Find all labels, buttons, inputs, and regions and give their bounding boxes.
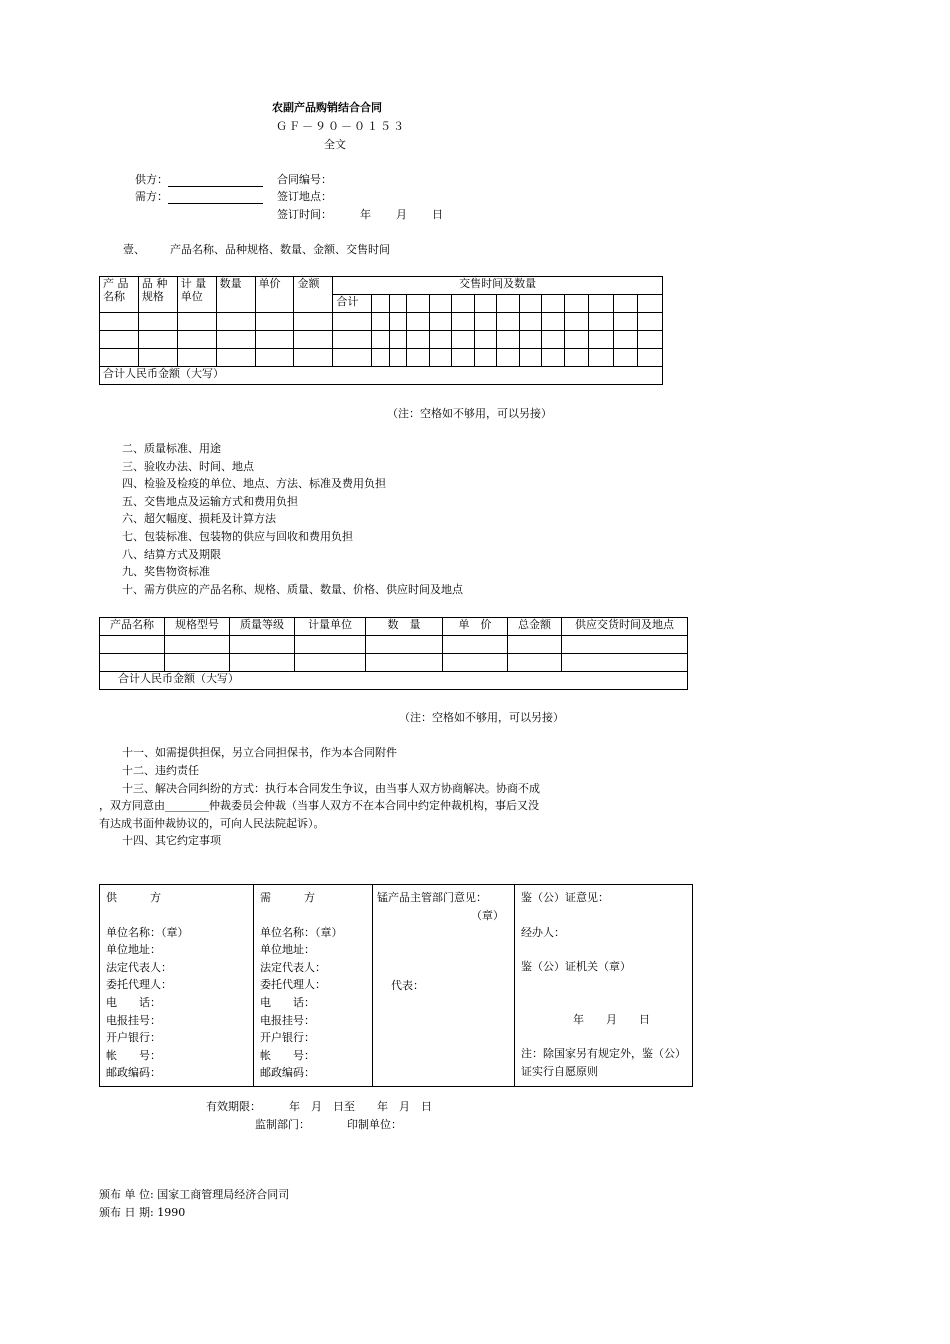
section-14: 十四、其它约定事项 — [122, 834, 221, 847]
header-amount: 金额 — [294, 277, 333, 313]
authority-rep[interactable]: 代表： — [391, 979, 424, 993]
document-title: 农副产品购销结合合同 — [272, 101, 382, 114]
table-row[interactable] — [100, 313, 663, 331]
section-item: 七、包装标准、包装物的供应与回收和费用负担 — [122, 529, 353, 543]
contract-no-label: 合同编号： — [277, 173, 332, 186]
issuer-line: 颁布 单 位: 国家工商管理局经济合同司 — [99, 1188, 290, 1201]
table2-note: （注：空格如不够用，可以另接） — [399, 711, 564, 724]
buyer-agent[interactable]: 委托代理人： — [260, 978, 326, 992]
section1-num: 壹、 — [123, 243, 145, 256]
authority-head: 锰产品主管部门意见： — [377, 891, 487, 904]
notary-org: 鉴（公）证机关（章） — [521, 960, 631, 974]
supplier-head: 供 方 — [106, 891, 161, 904]
table-row[interactable] — [100, 349, 663, 367]
section-item: 八、结算方式及期限 — [122, 547, 221, 561]
supplier-blank[interactable] — [168, 175, 263, 187]
section-11: 十一、如需提供担保，另立合同担保书，作为本合同附件 — [122, 746, 397, 759]
section-item: 四、检验及检疫的单位、地点、方法、标准及费用负担 — [122, 477, 386, 491]
t2-header-total: 总金额 — [508, 618, 562, 636]
header-product-name: 产 品 名称 — [100, 277, 139, 313]
section-item: 五、交售地点及运输方式和费用负担 — [122, 494, 298, 508]
t2-header-product: 产品名称 — [100, 618, 165, 636]
authority-seal: （章） — [471, 908, 504, 922]
issue-date-line: 颁布 日 期: 1990 — [99, 1206, 186, 1219]
buyer-account[interactable]: 帐 号： — [260, 1048, 315, 1062]
buyer-postcode[interactable]: 邮政编码： — [260, 1066, 315, 1080]
buyer-phone[interactable]: 电 话： — [260, 995, 315, 1009]
buyer-legal-rep[interactable]: 法定代表人： — [260, 960, 326, 974]
notary-panel — [515, 885, 693, 1087]
notary-head: 鉴（公）证意见： — [521, 891, 609, 904]
section-13-line2: ，双方同意由________仲裁委员会仲裁（当事人双方不在本合同中约定仲裁机构，事后又没 — [99, 799, 539, 812]
table-row[interactable] — [100, 636, 688, 654]
sign-month: 月 — [396, 208, 407, 221]
sign-year: 年 — [360, 208, 371, 221]
section-item: 六、超欠幅度、损耗及计算方法 — [122, 512, 276, 526]
supplier-postcode[interactable]: 邮政编码： — [106, 1066, 161, 1080]
header-total: 合计 — [333, 295, 372, 313]
header-quantity: 数量 — [216, 277, 255, 313]
buyer-bank[interactable]: 开户银行： — [260, 1031, 315, 1045]
header-unit-price: 单价 — [255, 277, 294, 313]
section-13-line1: 十三、解决合同纠纷的方式：执行本合同发生争议，由当事人双方协商解决。协商不成 — [122, 782, 540, 795]
buyer-unit-name[interactable]: 单位名称：（章） — [260, 925, 343, 939]
supervisor-label: 监制部门： — [255, 1118, 310, 1131]
t2-header-delivery: 供应交货时间及地点 — [562, 618, 688, 636]
supplier-telegraph[interactable]: 电报挂号： — [106, 1013, 161, 1027]
t2-header-quantity: 数 量 — [366, 618, 443, 636]
buyer-panel — [254, 885, 373, 1087]
document-code: ＧＦ－９０－０１５３ — [276, 120, 406, 133]
section-item: 二、质量标准、用途 — [122, 442, 221, 455]
buyer-line — [135, 190, 263, 204]
sections-2-10 — [122, 442, 463, 600]
buyer-supply-table — [99, 617, 688, 690]
sign-place-label: 签订地点： — [277, 190, 332, 203]
t2-header-grade: 质量等级 — [230, 618, 295, 636]
notary-date: 年 月 日 — [573, 1012, 650, 1026]
section-12: 十二、违约责任 — [122, 764, 199, 777]
section-13-line3: 有达成书面仲裁协议的，可向人民法院起诉）。 — [99, 817, 325, 830]
table-row[interactable] — [100, 654, 688, 672]
printer-label: 印制单位： — [347, 1118, 402, 1131]
header-unit: 计 量 单位 — [177, 277, 216, 313]
buyer-label: 需方： — [135, 190, 168, 203]
buyer-telegraph[interactable]: 电报挂号： — [260, 1013, 315, 1027]
section-item: 三、验收办法、时间、地点 — [122, 459, 254, 473]
sign-time-label: 签订时间： — [277, 208, 332, 221]
supplier-unit-name[interactable]: 单位名称：（章） — [106, 925, 189, 939]
notary-note: 注：除国家另有规定外，鉴（公）证实行自愿原则 — [521, 1047, 686, 1078]
supplier-account[interactable]: 帐 号： — [106, 1048, 161, 1062]
supplier-label: 供方： — [135, 173, 168, 186]
notary-agent[interactable]: 经办人： — [521, 925, 565, 939]
section1-text: 产品名称、品种规格、数量、金额、交售时间 — [170, 243, 390, 256]
section-item: 九、奖售物资标准 — [122, 565, 210, 579]
header-variety-spec: 品 种 规格 — [138, 277, 177, 313]
table1-total-amount: 合计人民币金额（大写） — [100, 367, 663, 385]
supplier-panel — [100, 885, 254, 1087]
authority-panel — [373, 885, 515, 1087]
buyer-head: 需 方 — [260, 891, 315, 904]
buyer-address[interactable]: 单位地址： — [260, 943, 315, 957]
validity-period: 年 月 日至 年 月 日 — [289, 1100, 432, 1113]
table2-total-amount: 合计人民币金额（大写） — [100, 672, 688, 690]
sign-day: 日 — [432, 208, 443, 221]
fulltext-label: 全文 — [324, 138, 346, 151]
t2-header-unit: 计量单位 — [295, 618, 366, 636]
t2-header-price: 单 价 — [443, 618, 508, 636]
supplier-agent[interactable]: 委托代理人： — [106, 978, 172, 992]
supplier-legal-rep[interactable]: 法定代表人： — [106, 960, 172, 974]
validity-label: 有效期限： — [206, 1100, 261, 1113]
product-table — [99, 276, 663, 385]
buyer-blank[interactable] — [168, 192, 263, 204]
section-item: 十、需方供应的产品名称、规格、质量、数量、价格、供应时间及地点 — [122, 582, 463, 596]
table-row[interactable] — [100, 331, 663, 349]
supplier-bank[interactable]: 开户银行： — [106, 1031, 161, 1045]
supplier-phone[interactable]: 电 话： — [106, 995, 161, 1009]
supplier-address[interactable]: 单位地址： — [106, 943, 161, 957]
table1-note: （注：空格如不够用，可以另接） — [387, 407, 552, 420]
supplier-line — [135, 173, 263, 187]
header-delivery: 交售时间及数量 — [333, 277, 663, 295]
signature-table — [99, 884, 693, 1087]
t2-header-model: 规格型号 — [165, 618, 230, 636]
